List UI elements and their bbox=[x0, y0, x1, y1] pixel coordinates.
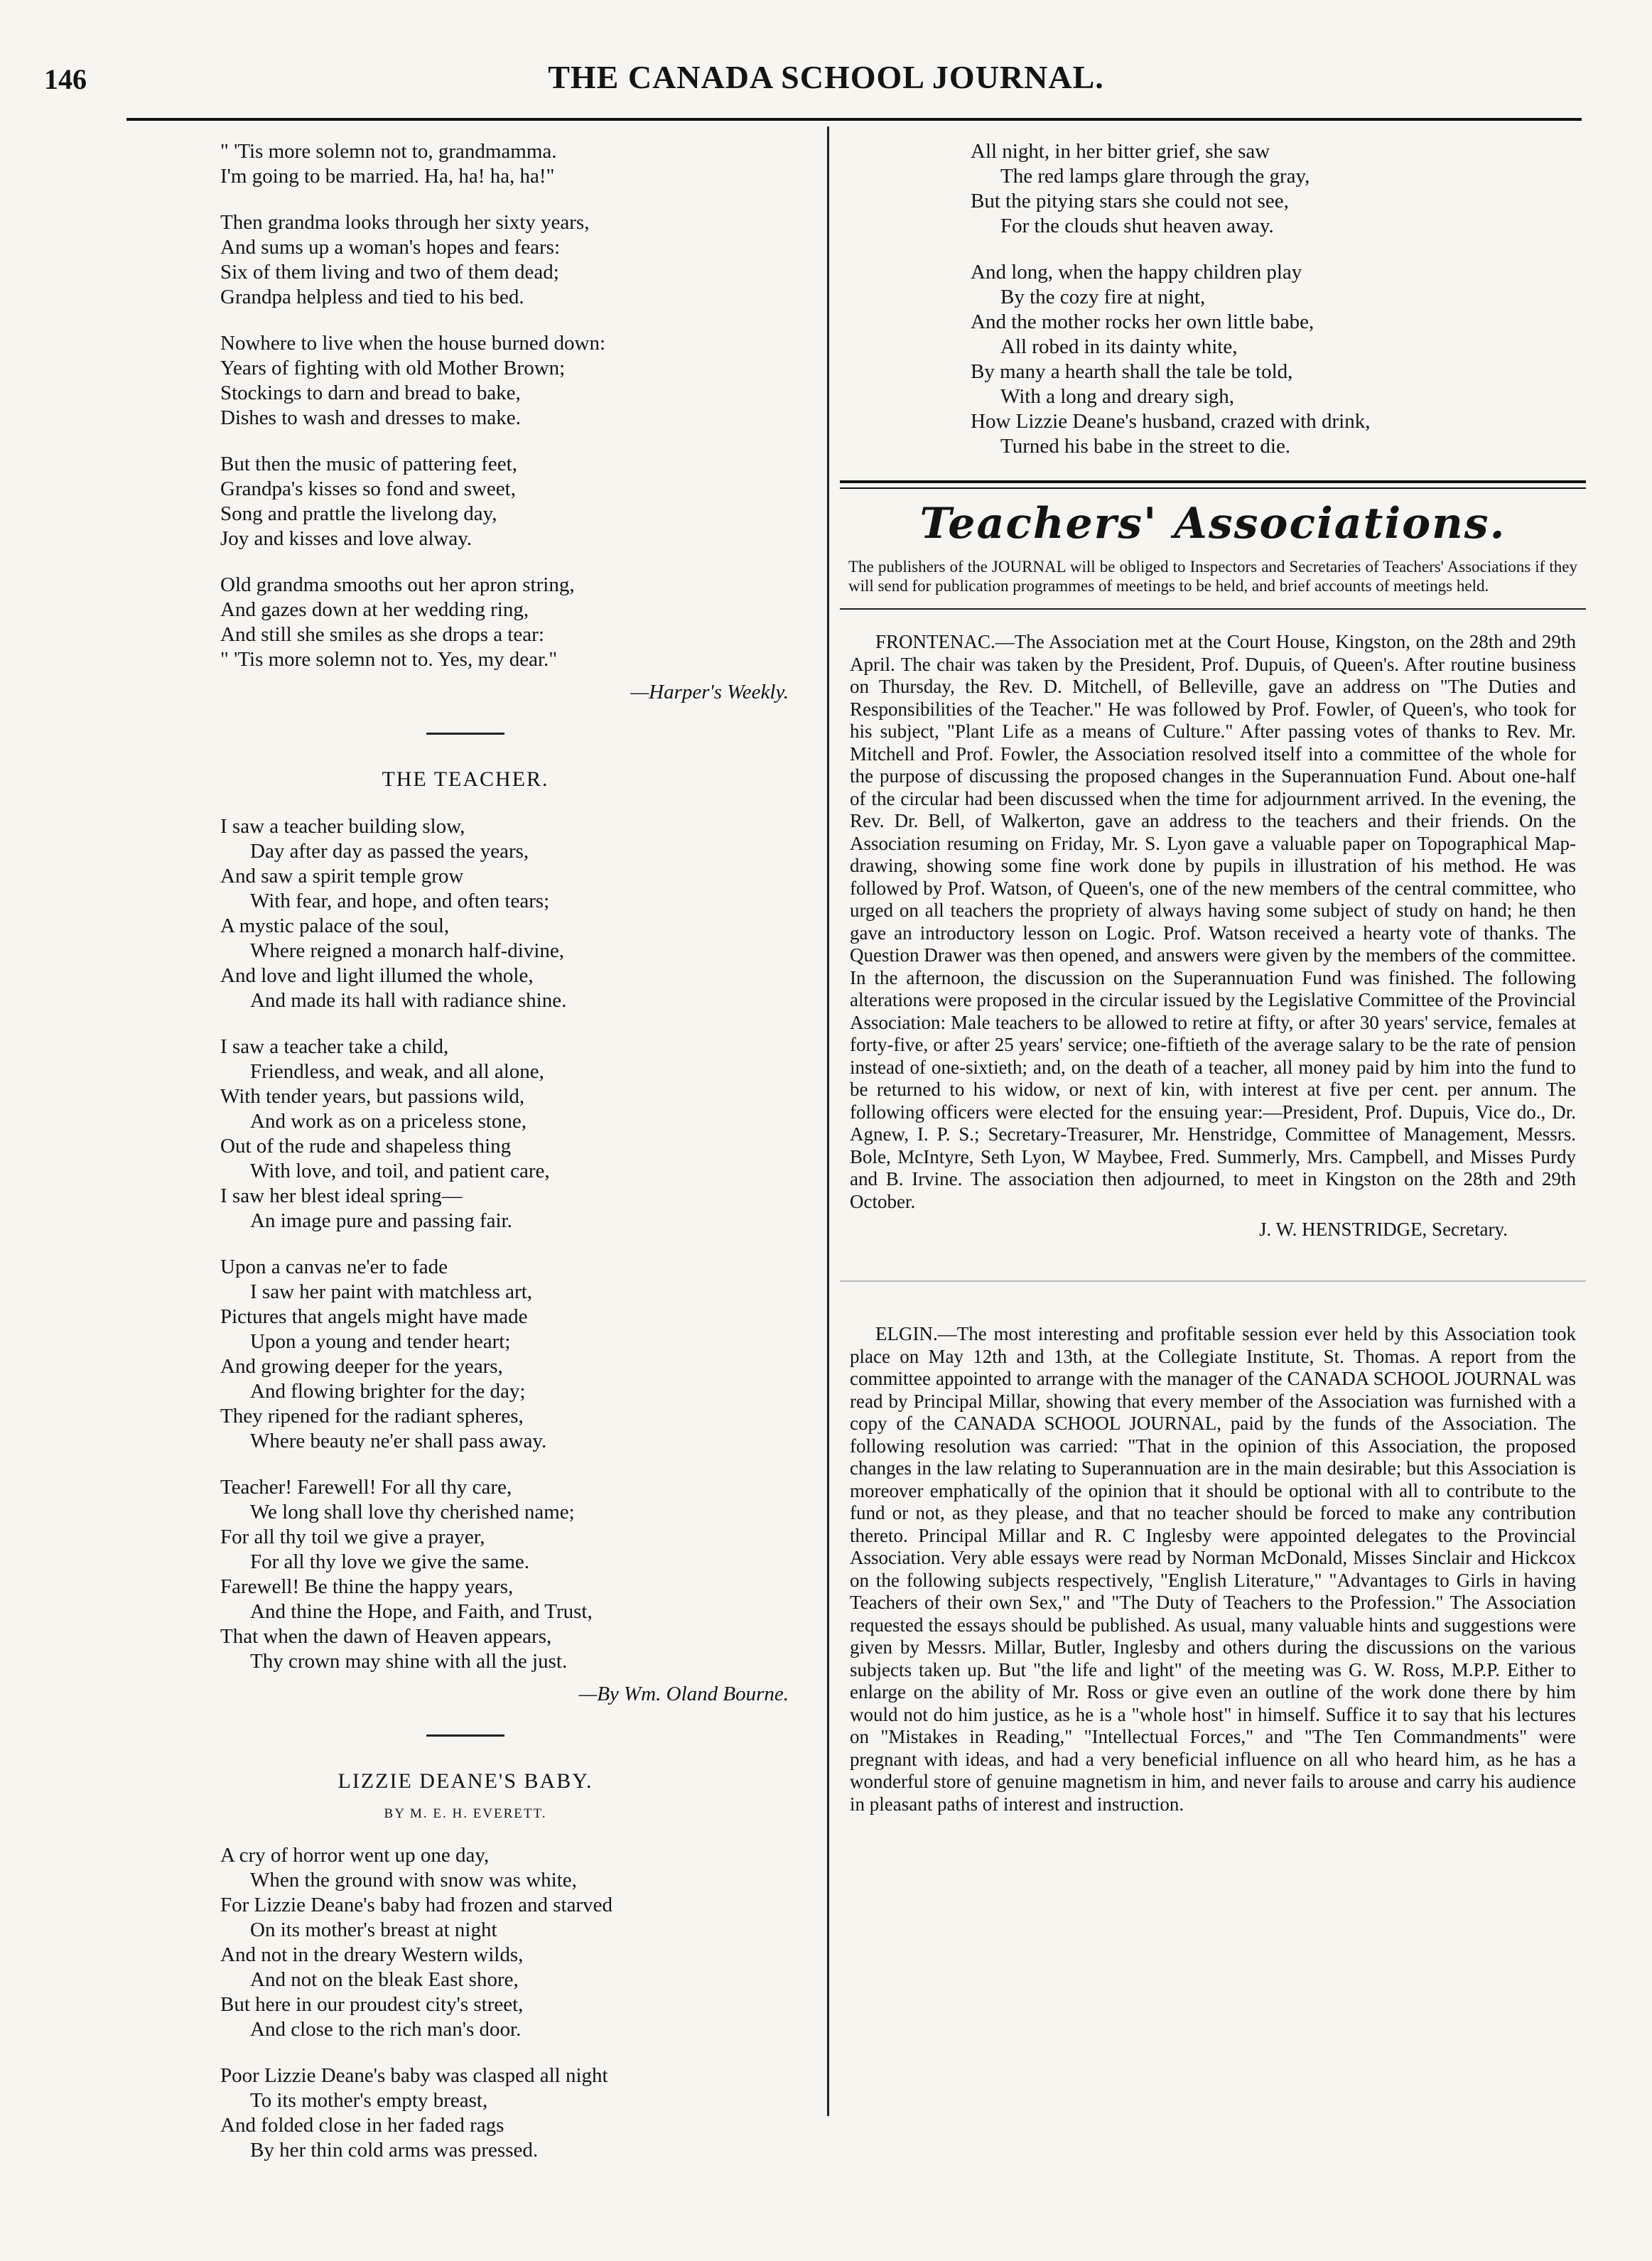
poem-line: Years of fighting with old Mother Brown; bbox=[220, 357, 566, 379]
poem-line: And the mother rocks her own little babe, bbox=[971, 311, 1314, 333]
poem-line: With love, and toil, and patient care, bbox=[250, 1160, 550, 1182]
stanza bbox=[220, 331, 803, 431]
stanza bbox=[220, 1475, 803, 1674]
poem-line: Nowhere to live when the house burned down: bbox=[220, 332, 606, 355]
poem-line: With tender years, but passions wild, bbox=[220, 1085, 525, 1108]
left-column bbox=[128, 139, 803, 2184]
poem-line: When the ground with snow was white, bbox=[250, 1869, 577, 1892]
poem-line: Stockings to darn and bread to bake, bbox=[220, 382, 521, 404]
stanza bbox=[971, 139, 1586, 239]
poem-line: For Lizzie Deane's baby had frozen and starved bbox=[220, 1894, 612, 1916]
poem-line: A mystic palace of the soul, bbox=[220, 914, 450, 937]
section-note: The publishers of the JOURNAL will be obliged to Inspectors and Secretaries of Teachers' Associations if they will send for publication programmes of meetings to be held, and brief accounts of meetings held. bbox=[848, 558, 1577, 595]
poem-line: But the pitying stars she could not see, bbox=[971, 190, 1289, 212]
poem-line: By the cozy fire at night, bbox=[1000, 286, 1206, 308]
poem-lizzie-deane bbox=[220, 1843, 803, 2163]
poem-line: And close to the rich man's door. bbox=[250, 2018, 522, 2041]
poem-line: But here in our proudest city's street, bbox=[220, 1993, 524, 2016]
poem-line: That when the dawn of Heaven appears, bbox=[220, 1625, 552, 1648]
poem-line: To its mother's empty breast, bbox=[250, 2089, 488, 2112]
poem-line: All robed in its dainty white, bbox=[1000, 335, 1238, 358]
poem-line: I saw her blest ideal spring— bbox=[220, 1185, 463, 1207]
header-rule bbox=[126, 118, 1582, 121]
poem-line: For all thy toil we give a prayer, bbox=[220, 1526, 485, 1548]
poem-line: For all thy love we give the same. bbox=[250, 1550, 530, 1573]
poem-line: Pictures that angels might have made bbox=[220, 1305, 528, 1328]
poem-attribution: —Harper's Weekly. bbox=[630, 681, 789, 703]
poem-line: Turned his babe in the street to die. bbox=[1000, 435, 1291, 458]
stanza bbox=[220, 1255, 803, 1454]
poem-line: Grandpa's kisses so fond and sweet, bbox=[220, 477, 516, 500]
stanza bbox=[971, 260, 1586, 459]
stanza bbox=[220, 1843, 803, 2042]
poem-line: With fear, and hope, and often tears; bbox=[250, 890, 550, 912]
stanza bbox=[220, 814, 803, 1013]
poem-line: And saw a spirit temple grow bbox=[220, 865, 464, 887]
poem-title: LIZZIE DEANE'S BABY. bbox=[338, 1769, 593, 1793]
poem-line: How Lizzie Deane's husband, crazed with drink, bbox=[971, 410, 1371, 433]
poem-title: THE TEACHER. bbox=[382, 767, 549, 791]
poem-grandmamma bbox=[220, 139, 803, 672]
poem-line: Day after day as passed the years, bbox=[250, 840, 529, 863]
poem-line: All night, in her bitter grief, she saw bbox=[971, 140, 1270, 163]
separator-rule bbox=[426, 1734, 504, 1737]
poem-lizzie-deane-continued bbox=[971, 139, 1586, 459]
separator-rule bbox=[426, 733, 504, 735]
poem-line: And love and light illumed the whole, bbox=[220, 964, 534, 987]
poem-line: " 'Tis more solemn not to, grandmamma. bbox=[220, 140, 557, 163]
poem-line: On its mother's breast at night bbox=[250, 1919, 497, 1941]
poem-line: Joy and kisses and love alway. bbox=[220, 527, 473, 550]
poem-line: I saw her paint with matchless art, bbox=[250, 1280, 533, 1303]
divider-rule bbox=[840, 608, 1586, 610]
poem-line: Friendless, and weak, and all alone, bbox=[250, 1060, 544, 1083]
poem-line: I saw a teacher building slow, bbox=[220, 815, 465, 838]
section-rule bbox=[840, 480, 1586, 489]
stanza bbox=[220, 2063, 803, 2163]
poem-line: And not in the dreary Western wilds, bbox=[220, 1943, 524, 1966]
poem-line: A cry of horror went up one day, bbox=[220, 1844, 490, 1867]
poem-line: For the clouds shut heaven away. bbox=[1000, 215, 1274, 237]
stanza bbox=[220, 139, 803, 189]
poem-line: And made its hall with radiance shine. bbox=[250, 989, 567, 1012]
poem-line: Six of them living and two of them dead; bbox=[220, 261, 559, 284]
poem-line: And folded close in her faded rags bbox=[220, 2114, 504, 2137]
poem-line: And flowing brighter for the day; bbox=[250, 1380, 526, 1403]
stanza bbox=[220, 573, 803, 672]
poem-attribution: —By Wm. Oland Bourne. bbox=[578, 1683, 789, 1705]
poem-line: They ripened for the radiant spheres, bbox=[220, 1405, 524, 1428]
poem-line: Where beauty ne'er shall pass away. bbox=[250, 1430, 547, 1452]
poem-line: Poor Lizzie Deane's baby was clasped all night bbox=[220, 2064, 608, 2087]
poem-line: But then the music of pattering feet, bbox=[220, 453, 517, 475]
poem-line: Thy crown may shine with all the just. bbox=[250, 1650, 568, 1673]
secretary-signature: J. W. HENSTRIDGE, Secretary. bbox=[1259, 1219, 1508, 1240]
poem-byline: BY M. E. H. EVERETT. bbox=[384, 1806, 547, 1821]
poem-line: With a long and dreary sigh, bbox=[1000, 385, 1235, 408]
poem-line: And not on the bleak East shore, bbox=[250, 1968, 519, 1991]
poem-line: And sums up a woman's hopes and fears: bbox=[220, 236, 561, 259]
poem-line: I'm going to be married. Ha, ha! ha, ha!" bbox=[220, 165, 555, 188]
elgin-report: ELGIN.—The most interesting and profitable session ever held by this Association took place on May 12th and 13th, at the Collegiate Institute, St. Thomas. A report from the committee appointed to arrange with the manager of the CANADA SCHOOL JOURNAL was read by Principal Millar, showing that every member of the Association was furnished with a copy of the CANADA SCHOOL JOURNAL, paid by the funds of the Association. The following resolution was carried: "That in the opinion of this Association, the proposed changes in the law relating to Superannuation are in the main desirable; but this Association is moreover emphatically of the opinion that it should be optional with all to contribute to the fund or not, as they please, and that no teacher should be forced to make any contribution thereto. Principal Millar and R. C Inglesby were appointed delegates to the Provincial Association. Very able essays were read by Norman McDonald, Misses Sinclair and Hickcox on the following subjects respectively, "English Literature," "Advantages to Girls in having Teachers of their own Sex," and "The Duty of Teachers to the Profession." The Association requested the essays should be published. As usual, many valuable hints and suggestions were given by Messrs. Millar, Butler, Inglesby and others during the discussions on the various subjects taken up. But "the life and light" of the meeting was G. W. Ross, M.P.P. Either to enlarge on the ability of Mr. Ross or give even an outline of the work done there by him would not do him justice, as he is a "whole host" in himself. Suffice it to say that his lectures on "Mistakes in Reading," "Intellectual Forces," and "The Ten Commandments" were pregnant with ideas, and had a very beneficial influence on all who heard him, as he has a wonderful store of genuine magnetism in him, and never fails to arouse and carry his audience in pleasant paths of interest and instruction. bbox=[850, 1323, 1576, 1815]
poem-line: Upon a canvas ne'er to fade bbox=[220, 1256, 448, 1278]
page-number: 146 bbox=[44, 63, 87, 95]
poem-the-teacher bbox=[220, 814, 803, 1674]
poem-line: Then grandma looks through her sixty years, bbox=[220, 211, 590, 234]
poem-line: And work as on a priceless stone, bbox=[250, 1110, 527, 1133]
frontenac-report: FRONTENAC.—The Association met at the Court House, Kingston, on the 28th and 29th April. The chair was taken by the President, Prof. Dupuis, of Queen's. After routine business on Thursday, the Rev. D. Mitchell, of Belleville, gave an address on "The Duties and Responsibilities of the Teacher." He was followed by Prof. Fowler, of Queen's, who took for his subject, "Plant Life as a means of Culture." After passing votes of thanks to Rev. Mr. Mitchell and Prof. Fowler, the Association resolved itself into a committee of the whole for the purpose of discussing the proposed changes in the Superannuation Fund. About one-half of the circular had been discussed when the time for adjournment arrived. In the evening, the Rev. Dr. Bell, of Walkerton, gave an address to the teachers and their friends. On the Association resuming on Friday, Mr. S. Lyon gave a valuable paper on Topographical Map-drawing, showing some fine work done by pupils in illustration of his method. He was followed by Prof. Watson, of Queen's, one of the new members of the central committee, who urged on all teachers the propriety of always having some subject of study on hand; he then gave an introductory lesson on Logic. Prof. Watson received a hearty vote of thanks. The Question Drawer was then opened, and answers were given by the members of the committee. In the afternoon, the discussion on the Superannuation Fund was finished. The following alterations were proposed in the circular issued by the Legislative Committee of the Provincial Association: Male teachers to be allowed to retire at fifty, or after 30 years' service, females at forty-five, or after 25 years' service; one-fiftieth of the average salary to be the rate of pension instead of one-sixtieth; and, on the death of a teacher, all money paid by him into the fund to be returned to his widow, or next of kin, with interest at five per cent. per annum. The following officers were elected for the ensuing year:—President, Prof. Dupuis, Vice do., Dr. Agnew, I. P. S.; Secretary-Treasurer, Mr. Henstridge, Committee of Management, Messrs. Bole, McIntyre, Seth Lyon, W Maybee, Fred. Summerly, Mrs. Campbell, and Misses Purdy and B. Irvine. The association then adjourned, to meet in Kingston on the 28th and 29th October. bbox=[850, 631, 1576, 1212]
poem-line: By her thin cold arms was pressed. bbox=[250, 2139, 539, 2162]
right-column bbox=[840, 139, 1586, 1815]
poem-line: And long, when the happy children play bbox=[971, 261, 1302, 284]
poem-line: Where reigned a monarch half-divine, bbox=[250, 939, 565, 962]
poem-line: And still she smiles as she drops a tear: bbox=[220, 623, 544, 646]
divider-rule bbox=[840, 1280, 1586, 1282]
poem-line: By many a hearth shall the tale be told, bbox=[971, 360, 1293, 383]
poem-line: Old grandma smooths out her apron string, bbox=[220, 573, 575, 596]
poem-line: Upon a young and tender heart; bbox=[250, 1330, 511, 1353]
poem-line: An image pure and passing fair. bbox=[250, 1209, 512, 1232]
poem-line: " 'Tis more solemn not to. Yes, my dear." bbox=[220, 648, 558, 671]
poem-line: And thine the Hope, and Faith, and Trust, bbox=[250, 1600, 593, 1623]
poem-line: And gazes down at her wedding ring, bbox=[220, 598, 529, 621]
poem-line: Farewell! Be thine the happy years, bbox=[220, 1575, 514, 1598]
poem-line: Grandpa helpless and tied to his bed. bbox=[220, 286, 524, 308]
running-head: THE CANADA SCHOOL JOURNAL. bbox=[548, 59, 1104, 95]
poem-line: Song and prattle the livelong day, bbox=[220, 502, 497, 525]
poem-line: Teacher! Farewell! For all thy care, bbox=[220, 1476, 512, 1499]
column-divider bbox=[827, 126, 829, 2116]
poem-line: The red lamps glare through the gray, bbox=[1000, 165, 1310, 188]
poem-line: Dishes to wash and dresses to make. bbox=[220, 406, 521, 429]
stanza bbox=[220, 210, 803, 310]
poem-line: I saw a teacher take a child, bbox=[220, 1035, 449, 1058]
stanza bbox=[220, 452, 803, 551]
section-heading: Teachers' Associations. bbox=[919, 499, 1506, 549]
poem-line: We long shall love thy cherished name; bbox=[250, 1501, 575, 1523]
poem-line: Out of the rude and shapeless thing bbox=[220, 1135, 512, 1158]
stanza bbox=[220, 1035, 803, 1234]
poem-line: And growing deeper for the years, bbox=[220, 1355, 503, 1378]
